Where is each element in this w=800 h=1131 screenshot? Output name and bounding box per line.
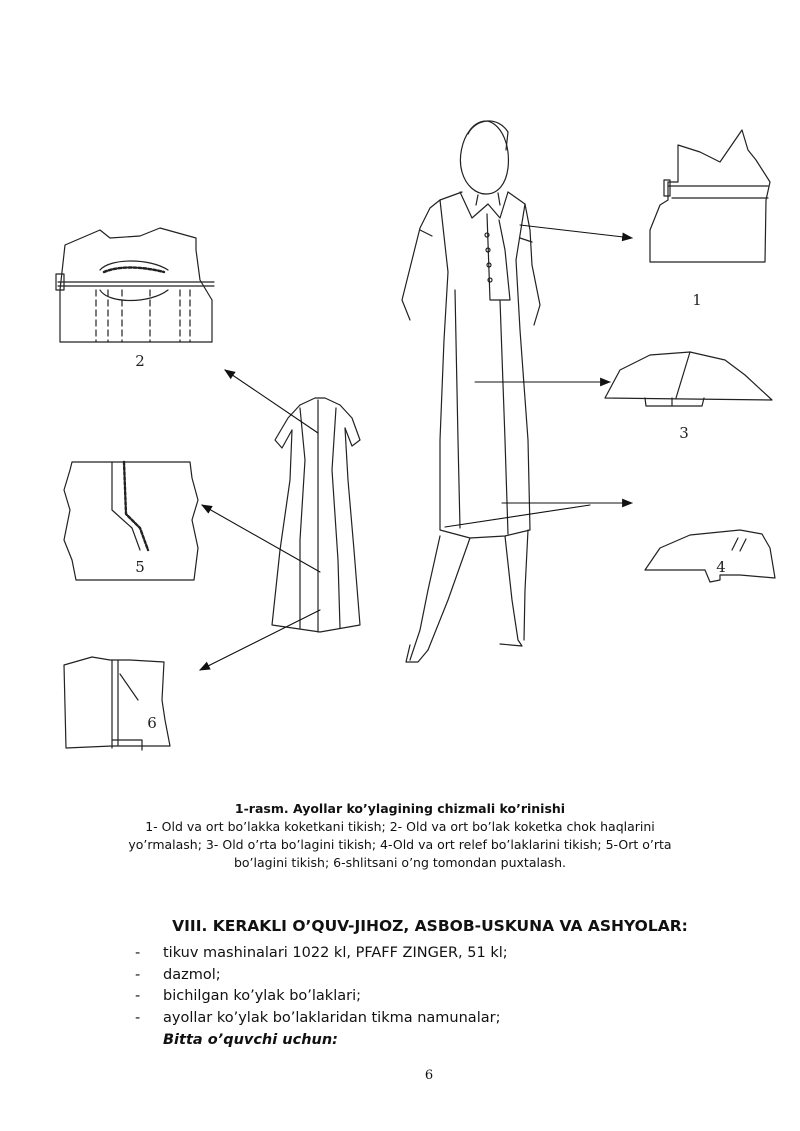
detail-2-label: 2 xyxy=(135,352,145,370)
detail-5-label: 5 xyxy=(135,558,145,576)
list-item: - ayollar ko’ylak bo’laklaridan tikma namunalar; xyxy=(135,1008,800,1030)
figure-caption-text: 1- Old va ort bo’lakka koketkani tikish; 2- Old va ort bo’lak koketka chok haqlarini yo’rmalash; 3- Old o’rta bo’lagini tikish; 4-Old va ort relef bo’laklarini tikish; 5-Ort o’rta bo’lagini tikish; 6-shlitsani o’ng tomondan puxtalash. xyxy=(128,819,672,870)
detail-3-drawing xyxy=(605,352,772,406)
detail-2-drawing xyxy=(56,228,214,342)
detail-1-drawing xyxy=(650,130,770,262)
equipment-list xyxy=(0,943,800,1029)
section-subheading: Bitta o’quvchi uchun: xyxy=(163,1032,338,1048)
pointer-arrows xyxy=(200,225,632,670)
list-item: - bichilgan ko’ylak bo’laklari; xyxy=(135,986,800,1008)
detail-6-label: 6 xyxy=(147,714,157,732)
detail-4-label: 4 xyxy=(716,558,726,576)
list-item: - tikuv mashinalari 1022 kl, PFAFF ZINGER, 51 kl; xyxy=(135,943,800,965)
small-dress-figure xyxy=(272,398,360,632)
detail-2-stitch xyxy=(104,268,164,273)
section-heading: VIII. KERAKLI O’QUV-JIHOZ, ASBOB-USKUNA VA ASHYOLAR: xyxy=(172,917,688,935)
woman-figure xyxy=(402,121,540,662)
detail-1-label: 1 xyxy=(692,291,702,309)
detail-3-label: 3 xyxy=(679,424,689,442)
detail-5-stitch xyxy=(124,462,148,550)
detail-5-drawing xyxy=(64,462,198,580)
figure-caption xyxy=(110,800,690,872)
detail-4-drawing xyxy=(645,530,775,582)
equipment-section xyxy=(0,917,800,1051)
page-number: 6 xyxy=(424,1068,434,1083)
detail-6-drawing xyxy=(64,657,170,750)
figure-caption-title: 1-rasm. Ayollar ko’ylagining chizmali ko’rinishi xyxy=(234,801,566,816)
list-item: - dazmol; xyxy=(135,965,800,987)
